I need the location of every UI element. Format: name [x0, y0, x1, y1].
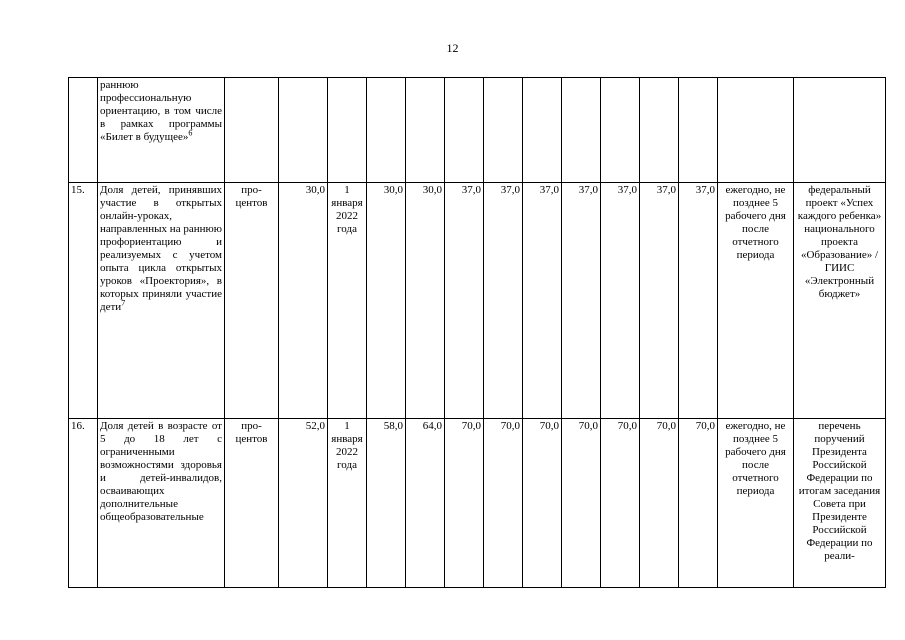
source-cell [794, 78, 886, 183]
year-value [406, 78, 445, 183]
unit-cell: про- центов [225, 183, 279, 419]
source-cell: федеральный проект «Успех каждого ребенка» национального проекта «Образование» / ГИИС «Электронный бюджет» [794, 183, 886, 419]
year-value: 37,0 [523, 183, 562, 419]
year-value: 37,0 [601, 183, 640, 419]
year-value [601, 78, 640, 183]
year-value: 37,0 [640, 183, 679, 419]
table-row [69, 419, 886, 588]
frequency-cell: ежегодно, не позднее 5 рабочего дня после отчетного периода [718, 183, 794, 419]
year-value [523, 78, 562, 183]
base-date [328, 78, 367, 183]
row-number: 15. [69, 183, 98, 419]
year-value: 37,0 [679, 183, 718, 419]
year-value: 70,0 [601, 419, 640, 588]
year-value: 30,0 [367, 183, 406, 419]
unit-cell [225, 78, 279, 183]
base-value: 30,0 [279, 183, 328, 419]
page-number: 12 [446, 41, 459, 55]
year-value: 70,0 [484, 419, 523, 588]
year-value: 37,0 [562, 183, 601, 419]
year-value [640, 78, 679, 183]
year-value: 37,0 [484, 183, 523, 419]
base-date: 1 января 2022 года [328, 419, 367, 588]
year-value: 70,0 [562, 419, 601, 588]
year-value: 58,0 [367, 419, 406, 588]
year-value [367, 78, 406, 183]
base-date: 1 января 2022 года [328, 183, 367, 419]
indicator-name: Доля детей, принявших участие в открытых онлайн-уроках, направленных на раннюю профориентацию и реализуемых с учетом опыта цикла открытых уроков «Проектория», в которых приняли участие дети$^7$ [98, 183, 225, 419]
unit-cell: про- центов [225, 419, 279, 588]
year-value: 70,0 [679, 419, 718, 588]
row-number [69, 78, 98, 183]
year-value: 30,0 [406, 183, 445, 419]
year-value [679, 78, 718, 183]
year-value: 70,0 [523, 419, 562, 588]
indicator-name: раннюю профессиональную ориентацию, в том числе в рамках программы «Билет в будущее»$^6$ [98, 78, 225, 183]
indicator-name: Доля детей в возрасте от 5 до 18 лет с ограниченными возможностями здоровья и детей-инвалидов, осваивающих дополнительные общеобразовательные [98, 419, 225, 588]
year-value [562, 78, 601, 183]
indicators-table [68, 77, 886, 588]
row-number: 16. [69, 419, 98, 588]
base-value [279, 78, 328, 183]
table-row [69, 78, 886, 183]
year-value: 70,0 [445, 419, 484, 588]
table-row [69, 183, 886, 419]
source-cell: перечень поручений Президента Российской Федерации по итогам заседания Совета при Президенте Российской Федерации по реали- [794, 419, 886, 588]
year-value: 37,0 [445, 183, 484, 419]
year-value: 70,0 [640, 419, 679, 588]
frequency-cell: ежегодно, не позднее 5 рабочего дня после отчетного периода [718, 419, 794, 588]
year-value [445, 78, 484, 183]
year-value: 64,0 [406, 419, 445, 588]
base-value: 52,0 [279, 419, 328, 588]
year-value [484, 78, 523, 183]
frequency-cell [718, 78, 794, 183]
